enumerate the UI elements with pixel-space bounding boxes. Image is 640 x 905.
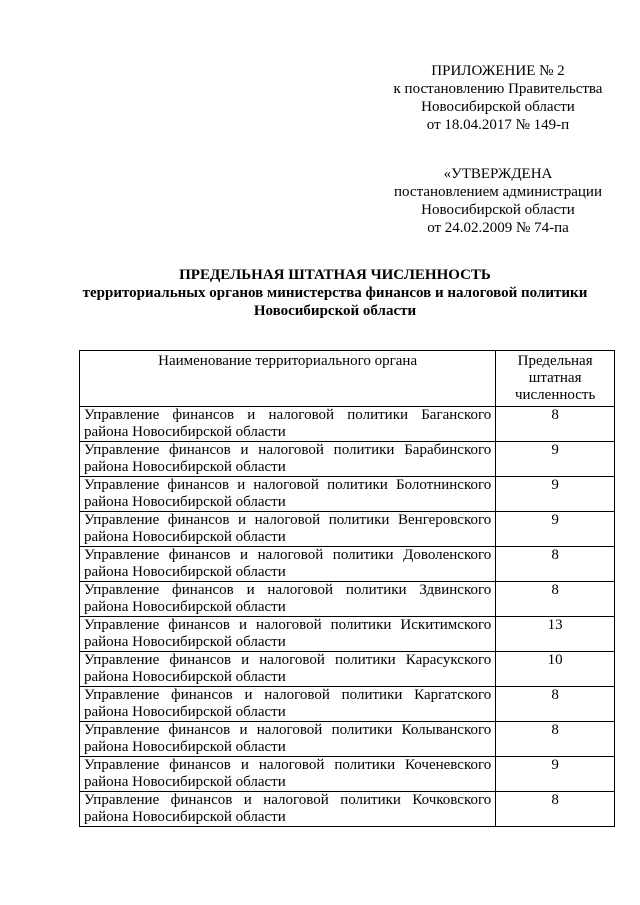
title-line-1: ПРЕДЕЛЬНАЯ ШТАТНАЯ ЧИСЛЕННОСТЬ (179, 267, 491, 283)
table-row (80, 582, 615, 617)
approval-stamp-text (368, 165, 628, 237)
row-name: Управление финансов и налоговой политики Искитимского района Новосибирской области (80, 617, 496, 652)
row-name: Управление финансов и налоговой политики Доволенского района Новосибирской области (80, 547, 496, 582)
row-name: Управление финансов и налоговой политики Карасукского района Новосибирской области (80, 652, 496, 687)
row-name: Управление финансов и налоговой политики Венгеровского района Новосибирской области (80, 512, 496, 547)
row-name: Управление финансов и налоговой политики Здвинского района Новосибирской области (80, 582, 496, 617)
document-title (40, 266, 630, 320)
appendix-line: Новосибирской области (421, 99, 575, 115)
table-row (80, 442, 615, 477)
table-row (80, 722, 615, 757)
table-row (80, 757, 615, 792)
row-name: Управление финансов и налоговой политики Коченевского района Новосибирской области (80, 757, 496, 792)
approval-line: от 24.02.2009 № 74-па (427, 220, 569, 236)
table-row (80, 652, 615, 687)
table-row (80, 477, 615, 512)
row-count: 8 (496, 722, 615, 757)
appendix-line: к постановлению Правительства (393, 81, 603, 97)
title-line-3: Новосибирской области (253, 303, 417, 319)
appendix-header (368, 62, 628, 134)
row-name: Управление финансов и налоговой политики Барабинского района Новосибирской области (80, 442, 496, 477)
staff-limits-table (79, 350, 615, 827)
approval-line: постановлением администрации (394, 184, 602, 200)
approval-line: «УТВЕРЖДЕНА (443, 166, 553, 182)
row-count: 8 (496, 792, 615, 827)
row-count: 8 (496, 407, 615, 442)
table-row (80, 792, 615, 827)
table-row (80, 547, 615, 582)
row-count: 8 (496, 687, 615, 722)
row-name: Управление финансов и налоговой политики Колыванского района Новосибирской области (80, 722, 496, 757)
row-name: Управление финансов и налоговой политики Баганского района Новосибирской области (80, 407, 496, 442)
table-row (80, 687, 615, 722)
row-count: 13 (496, 617, 615, 652)
row-count: 10 (496, 652, 615, 687)
table-row (80, 512, 615, 547)
appendix-line: ПРИЛОЖЕНИЕ № 2 (431, 63, 565, 79)
row-name: Управление финансов и налоговой политики Каргатского района Новосибирской области (80, 687, 496, 722)
row-count: 8 (496, 547, 615, 582)
table-row (80, 407, 615, 442)
row-count: 9 (496, 757, 615, 792)
row-count: 9 (496, 512, 615, 547)
appendix-line: от 18.04.2017 № 149-п (426, 117, 570, 133)
row-count: 9 (496, 477, 615, 512)
approval-line: Новосибирской области (421, 202, 575, 218)
header-count: Предельная штатная численность (496, 351, 615, 407)
header-name: Наименование территориального органа (80, 351, 496, 407)
row-name: Управление финансов и налоговой политики Болотнинского района Новосибирской области (80, 477, 496, 512)
table-row (80, 617, 615, 652)
row-name: Управление финансов и налоговой политики Кочковского района Новосибирской области (80, 792, 496, 827)
table-header-row (80, 351, 615, 407)
title-line-2: территориальных органов министерства финансов и налоговой политики (82, 285, 588, 301)
row-count: 8 (496, 582, 615, 617)
row-count: 9 (496, 442, 615, 477)
